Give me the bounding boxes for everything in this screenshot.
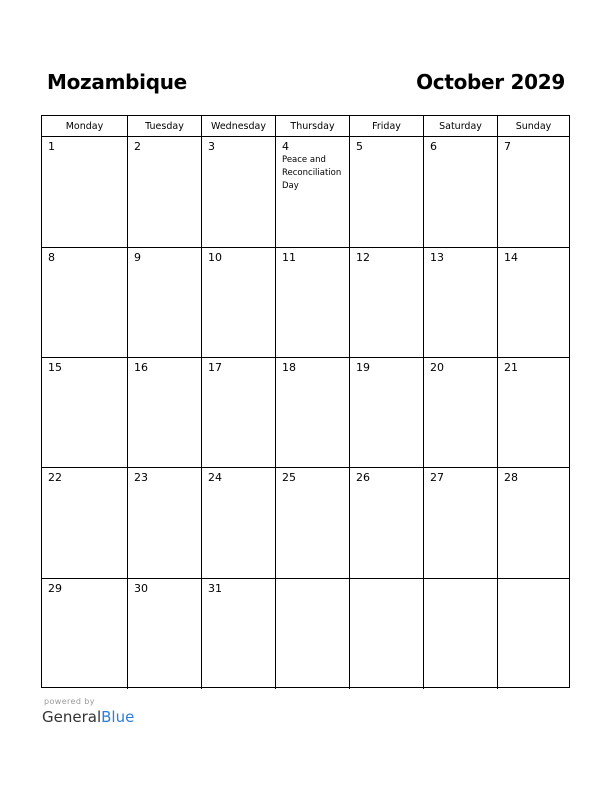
day-cell bbox=[128, 579, 202, 689]
day-number: 1 bbox=[48, 140, 55, 153]
day-cell bbox=[424, 579, 498, 689]
week-row bbox=[42, 358, 569, 468]
day-cell bbox=[276, 468, 350, 578]
day-cell bbox=[424, 248, 498, 357]
weekday-saturday: Saturday bbox=[424, 116, 498, 136]
weekday-sunday: Sunday bbox=[515, 121, 552, 132]
weekday-friday: Friday bbox=[350, 116, 424, 136]
day-number: 28 bbox=[504, 471, 518, 484]
day-number: 17 bbox=[208, 361, 222, 374]
day-cell bbox=[498, 358, 569, 467]
calendar-grid bbox=[41, 115, 570, 688]
day-cell bbox=[42, 248, 128, 357]
day-cell bbox=[350, 579, 424, 689]
day-cell bbox=[202, 248, 276, 357]
day-number: 12 bbox=[356, 251, 370, 264]
day-number: 7 bbox=[504, 140, 511, 153]
powered-by-label: powered by bbox=[44, 697, 95, 706]
month-year-title: October 2029 bbox=[416, 70, 565, 94]
day-number: 22 bbox=[48, 471, 62, 484]
day-number: 24 bbox=[208, 471, 222, 484]
weekday-thursday: Thursday bbox=[276, 116, 350, 136]
country-title: Mozambique bbox=[47, 70, 187, 94]
day-cell bbox=[202, 137, 276, 247]
weeks-container bbox=[42, 137, 569, 689]
day-cell bbox=[424, 137, 498, 247]
day-number: 11 bbox=[282, 251, 296, 264]
day-cell bbox=[42, 579, 128, 689]
day-number: 19 bbox=[356, 361, 370, 374]
day-cell bbox=[498, 248, 569, 357]
day-number: 13 bbox=[430, 251, 444, 264]
day-number: 29 bbox=[48, 582, 62, 595]
day-number: 8 bbox=[48, 251, 55, 264]
weekday-header-row bbox=[42, 116, 569, 137]
day-number: 27 bbox=[430, 471, 444, 484]
day-cell bbox=[498, 579, 569, 689]
day-cell bbox=[276, 137, 350, 247]
day-cell bbox=[128, 137, 202, 247]
day-number: 9 bbox=[134, 251, 141, 264]
day-cell bbox=[202, 579, 276, 689]
day-number: 15 bbox=[48, 361, 62, 374]
day-number: 23 bbox=[134, 471, 148, 484]
generalblue-logo bbox=[42, 708, 134, 726]
day-cell bbox=[350, 137, 424, 247]
day-cell bbox=[202, 468, 276, 578]
day-cell bbox=[498, 137, 569, 247]
holiday-label: Peace and Reconciliation Day bbox=[282, 155, 342, 191]
day-number: 14 bbox=[504, 251, 518, 264]
week-row bbox=[42, 468, 569, 579]
day-number: 26 bbox=[356, 471, 370, 484]
day-number: 3 bbox=[208, 140, 215, 153]
day-cell bbox=[42, 468, 128, 578]
day-cell bbox=[498, 468, 569, 578]
day-number: 31 bbox=[208, 582, 222, 595]
day-cell bbox=[128, 358, 202, 467]
day-number: 21 bbox=[504, 361, 518, 374]
day-cell bbox=[42, 137, 128, 247]
brand-blue: Blue bbox=[101, 708, 135, 726]
weekday-wednesday: Wednesday bbox=[202, 116, 276, 136]
day-number: 6 bbox=[430, 140, 437, 153]
day-cell bbox=[42, 358, 128, 467]
week-row bbox=[42, 137, 569, 248]
day-number: 2 bbox=[134, 140, 141, 153]
day-cell bbox=[350, 468, 424, 578]
weekday-monday: Monday bbox=[42, 116, 128, 136]
day-cell bbox=[202, 358, 276, 467]
day-number: 10 bbox=[208, 251, 222, 264]
day-cell bbox=[128, 248, 202, 357]
brand-general: General bbox=[42, 708, 102, 726]
day-cell bbox=[276, 248, 350, 357]
day-number: 16 bbox=[134, 361, 148, 374]
day-cell bbox=[276, 358, 350, 467]
day-cell bbox=[424, 358, 498, 467]
day-number: 4 bbox=[282, 140, 289, 153]
week-row bbox=[42, 579, 569, 689]
week-row bbox=[42, 248, 569, 358]
day-number: 5 bbox=[356, 140, 363, 153]
day-cell bbox=[276, 579, 350, 689]
weekday-tuesday: Tuesday bbox=[128, 116, 202, 136]
day-number: 20 bbox=[430, 361, 444, 374]
day-number: 25 bbox=[282, 471, 296, 484]
day-number: 18 bbox=[282, 361, 296, 374]
day-cell bbox=[350, 248, 424, 357]
day-number: 30 bbox=[134, 582, 148, 595]
day-cell bbox=[424, 468, 498, 578]
day-cell bbox=[350, 358, 424, 467]
day-cell bbox=[128, 468, 202, 578]
